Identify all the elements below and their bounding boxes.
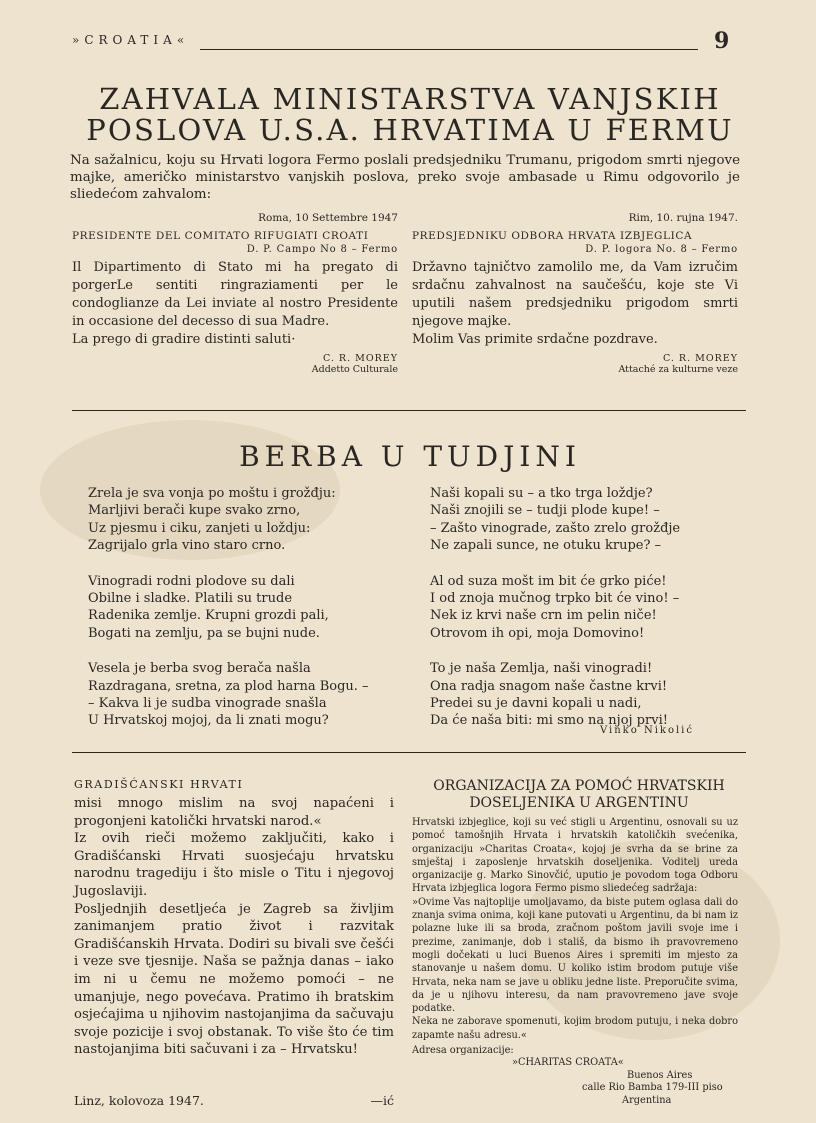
letter-camp: D. P. logora No. 8 – Fermo [585, 244, 738, 255]
poem-line: Bogati na zemlju, pa se bujni nude. [88, 625, 320, 641]
letter-closing: La prego di gradire distinti saluti· [72, 332, 296, 347]
header-title: »CROATIA« [72, 33, 190, 47]
article-footer [74, 1093, 394, 1108]
heading-line: ORGANIZACIJA ZA POMOĆ HRVATSKIH [433, 778, 725, 794]
letter-body [72, 259, 398, 349]
author-signature: —ić [370, 1093, 394, 1108]
letter-recipient: PREDSJEDNIKU ODBORA HRVATA IZBJEGLICA [412, 230, 693, 242]
letter-signature: C. R. MOREY [322, 353, 398, 364]
heading-line: DOSELJENIKA U ARGENTINU [469, 795, 689, 811]
address-line: Buenos Aires [627, 1069, 693, 1081]
article-paragraph: Iz ovih rieči možemo zaključiti, kako i Gradišćanski Hrvati suosjećaju hrvatsku narodnu tragediju i što misle o Titu i njegovoj Jugoslaviji. [74, 831, 394, 899]
poem-line: Zrela je sva vonja po moštu i grožđju: [88, 486, 336, 501]
poem-line: I od znoja mučnog trpko bit će vino! – [430, 590, 680, 606]
poem-line: Obilne i sladke. Platili su trude [88, 590, 293, 606]
poem-line: Da će naša biti: mi smo na njoj prvi! [430, 713, 668, 729]
article-title-line-2: POSLOVA U.S.A. HRVATIMA U FERMU [86, 113, 734, 147]
organization-article [412, 816, 738, 1107]
poem-line: U Hrvatskoj mojoj, da li znati mogu? [88, 713, 329, 729]
address-line: »CHARITAS CROATA« [512, 1057, 624, 1069]
poem-stanza [430, 660, 680, 730]
letter-date: Rim, 10. rujna 1947. [628, 212, 738, 224]
place-date: Linz, kolovoza 1947. [74, 1093, 204, 1108]
poem-line: Naši kopali su – a tko trga loždje? [430, 486, 653, 501]
letter-signer-role: Attaché za kulturne veze [618, 364, 738, 375]
gradiscanski-article [74, 795, 394, 1059]
letter-camp: D. P. Campo No 8 – Fermo [246, 244, 398, 255]
address-label: Adresa organizacije: [412, 1045, 514, 1057]
poem-line: Razdragana, sretna, za plod harna Bogu. – [88, 678, 369, 694]
section-divider [72, 752, 746, 753]
section-divider [72, 410, 746, 411]
poem-line: Otrovom ih opi, moja Domovino! [430, 625, 645, 641]
letter-croatian [412, 212, 738, 375]
letter-italian [72, 212, 398, 375]
article-intro: Na sažalnicu, koju su Hrvati logora Fermo poslali predsjedniku Trumanu, prigodom smrti njegove majke, američko ministarstvo vanjskih poslova, preko svoje ambasade u Rimu odgovorilo je sliedećom zahvalom: [70, 153, 740, 202]
letter-closing: Molim Vas primite srdačne pozdrave. [412, 332, 658, 347]
poem-stanza [430, 485, 680, 555]
poem-column-right [430, 485, 680, 748]
letter-text: Il Dipartimento di Stato mi ha pregato di porgerLe sentiti ringraziamenti per le condoglianze da Lei inviate al nostro Presidente in occasione del decesso di sua Madre. [72, 260, 398, 329]
poem-stanza [88, 573, 369, 643]
poem-line: Radenika zemlje. Krupni grozdi pali, [88, 608, 329, 624]
poem-line: Vesela je berba svog berača našla [88, 661, 311, 677]
section-heading [410, 778, 748, 812]
header-rule [200, 49, 698, 50]
letter-recipient: PRESIDENTE DEL COMITATO RIFUGIATI CROATI [72, 230, 369, 242]
poem-stanza [88, 485, 369, 555]
address-line: calle Rio Bamba 179-III piso [582, 1082, 723, 1094]
poem-stanza [430, 573, 680, 643]
poem-line: – Kakva li je sudba vinograde snašla [88, 695, 327, 711]
letter-signer-role: Addetto Culturale [311, 364, 398, 375]
article-paragraph: »Ovime Vas najtoplije umoljavamo, da biste putem oglasa dali do znanja svima onima, koji kane putovati u Argentinu, da bi nam iz polazne luke ili sa broda, zračnom poštom javili svoje ime i prezime, zanimanje, dob i stališ, da bismo ih pravovremeno mogli dočekati u luci Buenos Aires i spremiti im mjesto za stanovanje u našem domu. U koliko istim brodom putuje više Hrvata, neka nam se jave u obliku jedne liste. Preporučite svima, da je u njihovu interesu, da nam pravovremeno jave svoje podatke. [412, 896, 738, 1015]
address-line: Argentina [622, 1094, 672, 1106]
address-block [412, 1057, 738, 1107]
poem-line: Marljivi berači kupe svako zrno, [88, 503, 301, 519]
article-paragraph: Hrvatski izbjeglice, koji su već stigli u Argentinu, osnovali su uz pomoć tamošnjih Hrvata i hrvatskih katoličkih svećenika, organizaciju »Charitas Croata«, kojoj je svrha da se brine za smještaj i zaposlenje hrvatskih doseljenika. Voditelj ureda organizacije g. Marko Sinovčić, uputio je povodom toga Odboru Hrvata izbjeglica logora Fermo pismo sliedećeg sadržaja: [412, 817, 738, 895]
poem-author: Vinko Nikolić [600, 725, 694, 736]
page-number: 9 [714, 28, 730, 54]
letter-date: Roma, 10 Settembre 1947 [258, 212, 398, 224]
letter-text: Državno tajničtvo zamolilo me, da Vam izručim srdačnu zahvalnost na saučešću, koje ste Vi uputili našem predsjedniku prigodom smrti njegove majke. [412, 260, 738, 329]
poem-line: Ona radja snagom naše častne krvi! [430, 678, 668, 694]
poem-stanza [88, 660, 369, 730]
poem-column-left [88, 485, 369, 748]
section-heading: GRADIŠĆANSKI HRVATI [74, 778, 244, 791]
poem-line: Nek iz krvi naše crn im pelin niče! [430, 608, 657, 624]
article-title [60, 84, 760, 146]
article-paragraph: misi mnogo mislim na svoj napaćeni i progonjeni katolički hrvatski narod.« [74, 796, 394, 829]
poem-line: – Zašto vinograde, zašto zrelo grožđje [430, 520, 681, 536]
letter-body [412, 259, 738, 349]
poem-title: BERBA U TUDJINI [239, 440, 581, 473]
article-paragraph: Neka ne zaborave spomenuti, kojim brodom putuju, i neka dobro zapamte našu adresu.« [412, 1016, 738, 1041]
poem-line: Ne zapali sunce, ne otuku krupe? – [430, 538, 662, 554]
poem-line: Vinogradi rodni plodove su dali [88, 573, 295, 589]
poem-line: Zagrijalo grla vino staro crno. [88, 538, 286, 554]
poem-line: Al od suza mošt im bit će grko piće! [430, 573, 667, 589]
poem-line: To je naša Zemlja, naši vinogradi! [430, 661, 653, 677]
poem-line: Uz pjesmu i ciku, zanjeti u loždju: [88, 520, 311, 536]
letter-signature: C. R. MOREY [662, 353, 738, 364]
poem-line: Naši znojili se – tudji plode kupe! – [430, 503, 660, 519]
article-paragraph: Posljednjih desetljeća je Zagreb sa življim zanimanjem pratio život i razvitak Gradišćanskih Hrvata. Dodiri su bivali sve češći i veze sve tjesnije. Naša se pažnja danas – iako im ni u čemu ne možemo pomoći – ne umanjuje, nego povećava. Pratimo ih bratskim osjećajima u njihovim nastojanjima da sačuvaju svoje pozicije i svoj obstanak. To više što će tim nastojanjima biti sačuvani i za – Hrvatsku! [74, 901, 394, 1058]
article-title-line-1: ZAHVALA MINISTARSTVA VANJSKIH [99, 82, 721, 116]
poem-line: Predei su je davni kopali u nadi, [430, 695, 642, 711]
